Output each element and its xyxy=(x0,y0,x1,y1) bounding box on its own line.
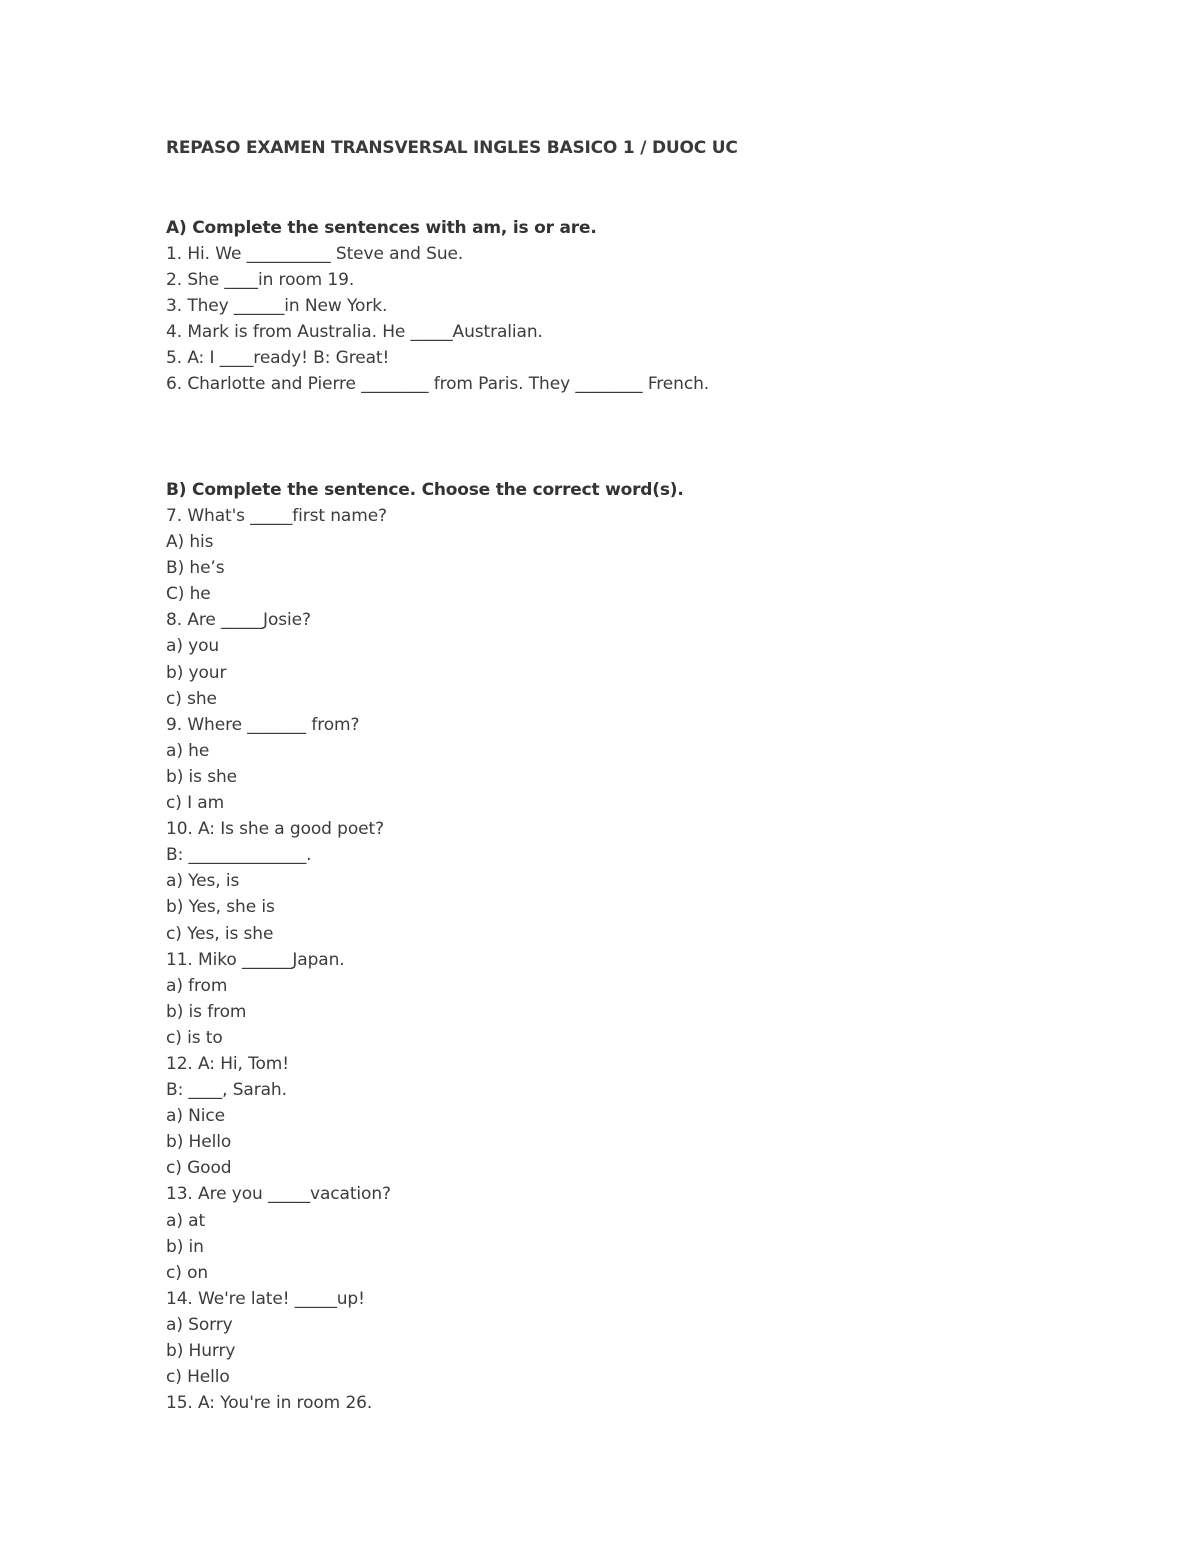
option-line: b) Hello xyxy=(166,1132,232,1153)
option-line: c) she xyxy=(166,688,217,709)
option-line: c) Good xyxy=(166,1158,232,1179)
option-line: b) in xyxy=(166,1236,204,1257)
option-line: a) you xyxy=(166,636,220,657)
option-line: A) his xyxy=(166,532,214,553)
question-line: 14. We're late! _____up! xyxy=(166,1288,365,1309)
option-line: a) at xyxy=(166,1210,206,1231)
exercise-line: 4. Mark is from Australia. He _____Australian. xyxy=(166,322,543,343)
exercise-line: 6. Charlotte and Pierre ________ from Paris. They ________ French. xyxy=(166,374,710,395)
exercise-line: 1. Hi. We __________ Steve and Sue. xyxy=(166,244,464,264)
question-line: B: ____, Sarah. xyxy=(166,1080,287,1101)
question-line: 10. A: Is she a good poet? xyxy=(166,819,385,840)
question-line: 9. Where _______ from? xyxy=(166,714,360,735)
section-a-lines xyxy=(166,241,709,398)
option-line: a) Nice xyxy=(166,1106,225,1127)
option-line: a) Yes, is xyxy=(166,871,240,892)
question-line: B: ______________. xyxy=(166,845,312,866)
option-line: b) Yes, she is xyxy=(166,897,275,918)
option-line: a) from xyxy=(166,975,228,996)
option-line: b) your xyxy=(166,662,227,683)
question-line: 15. A: You're in room 26. xyxy=(166,1393,373,1414)
option-line: C) he xyxy=(166,584,211,605)
section-b-heading: B) Complete the sentence. Choose the correct word(s). xyxy=(166,480,684,500)
option-line: c) I am xyxy=(166,793,225,814)
document-title: REPASO EXAMEN TRANSVERSAL INGLES BASICO 1 / DUOC UC xyxy=(166,138,738,158)
exercise-line: 2. She ____in room 19. xyxy=(166,270,355,291)
option-line: b) is she xyxy=(166,766,238,787)
exercise-line: 3. They ______in New York. xyxy=(166,296,388,317)
option-line: c) Hello xyxy=(166,1367,230,1388)
option-line: a) he xyxy=(166,740,210,761)
exercise-line: 5. A: I ____ready! B: Great! xyxy=(166,348,390,369)
option-line: B) he’s xyxy=(166,558,225,579)
question-line: 8. Are _____Josie? xyxy=(166,610,311,631)
question-line: 11. Miko ______Japan. xyxy=(166,949,345,970)
section-a-heading: A) Complete the sentences with am, is or are. xyxy=(166,218,597,238)
option-line: c) Yes, is she xyxy=(166,923,274,944)
section-b-lines xyxy=(166,503,684,1416)
option-line: b) is from xyxy=(166,1001,247,1022)
option-line: c) is to xyxy=(166,1027,223,1048)
question-line: 12. A: Hi, Tom! xyxy=(166,1053,289,1074)
option-line: c) on xyxy=(166,1262,209,1283)
question-line: 13. Are you _____vacation? xyxy=(166,1184,391,1205)
question-line: 7. What's _____first name? xyxy=(166,506,387,526)
section-a xyxy=(166,215,709,398)
option-line: b) Hurry xyxy=(166,1341,236,1361)
section-b xyxy=(166,477,684,1416)
option-line: a) Sorry xyxy=(166,1314,233,1335)
